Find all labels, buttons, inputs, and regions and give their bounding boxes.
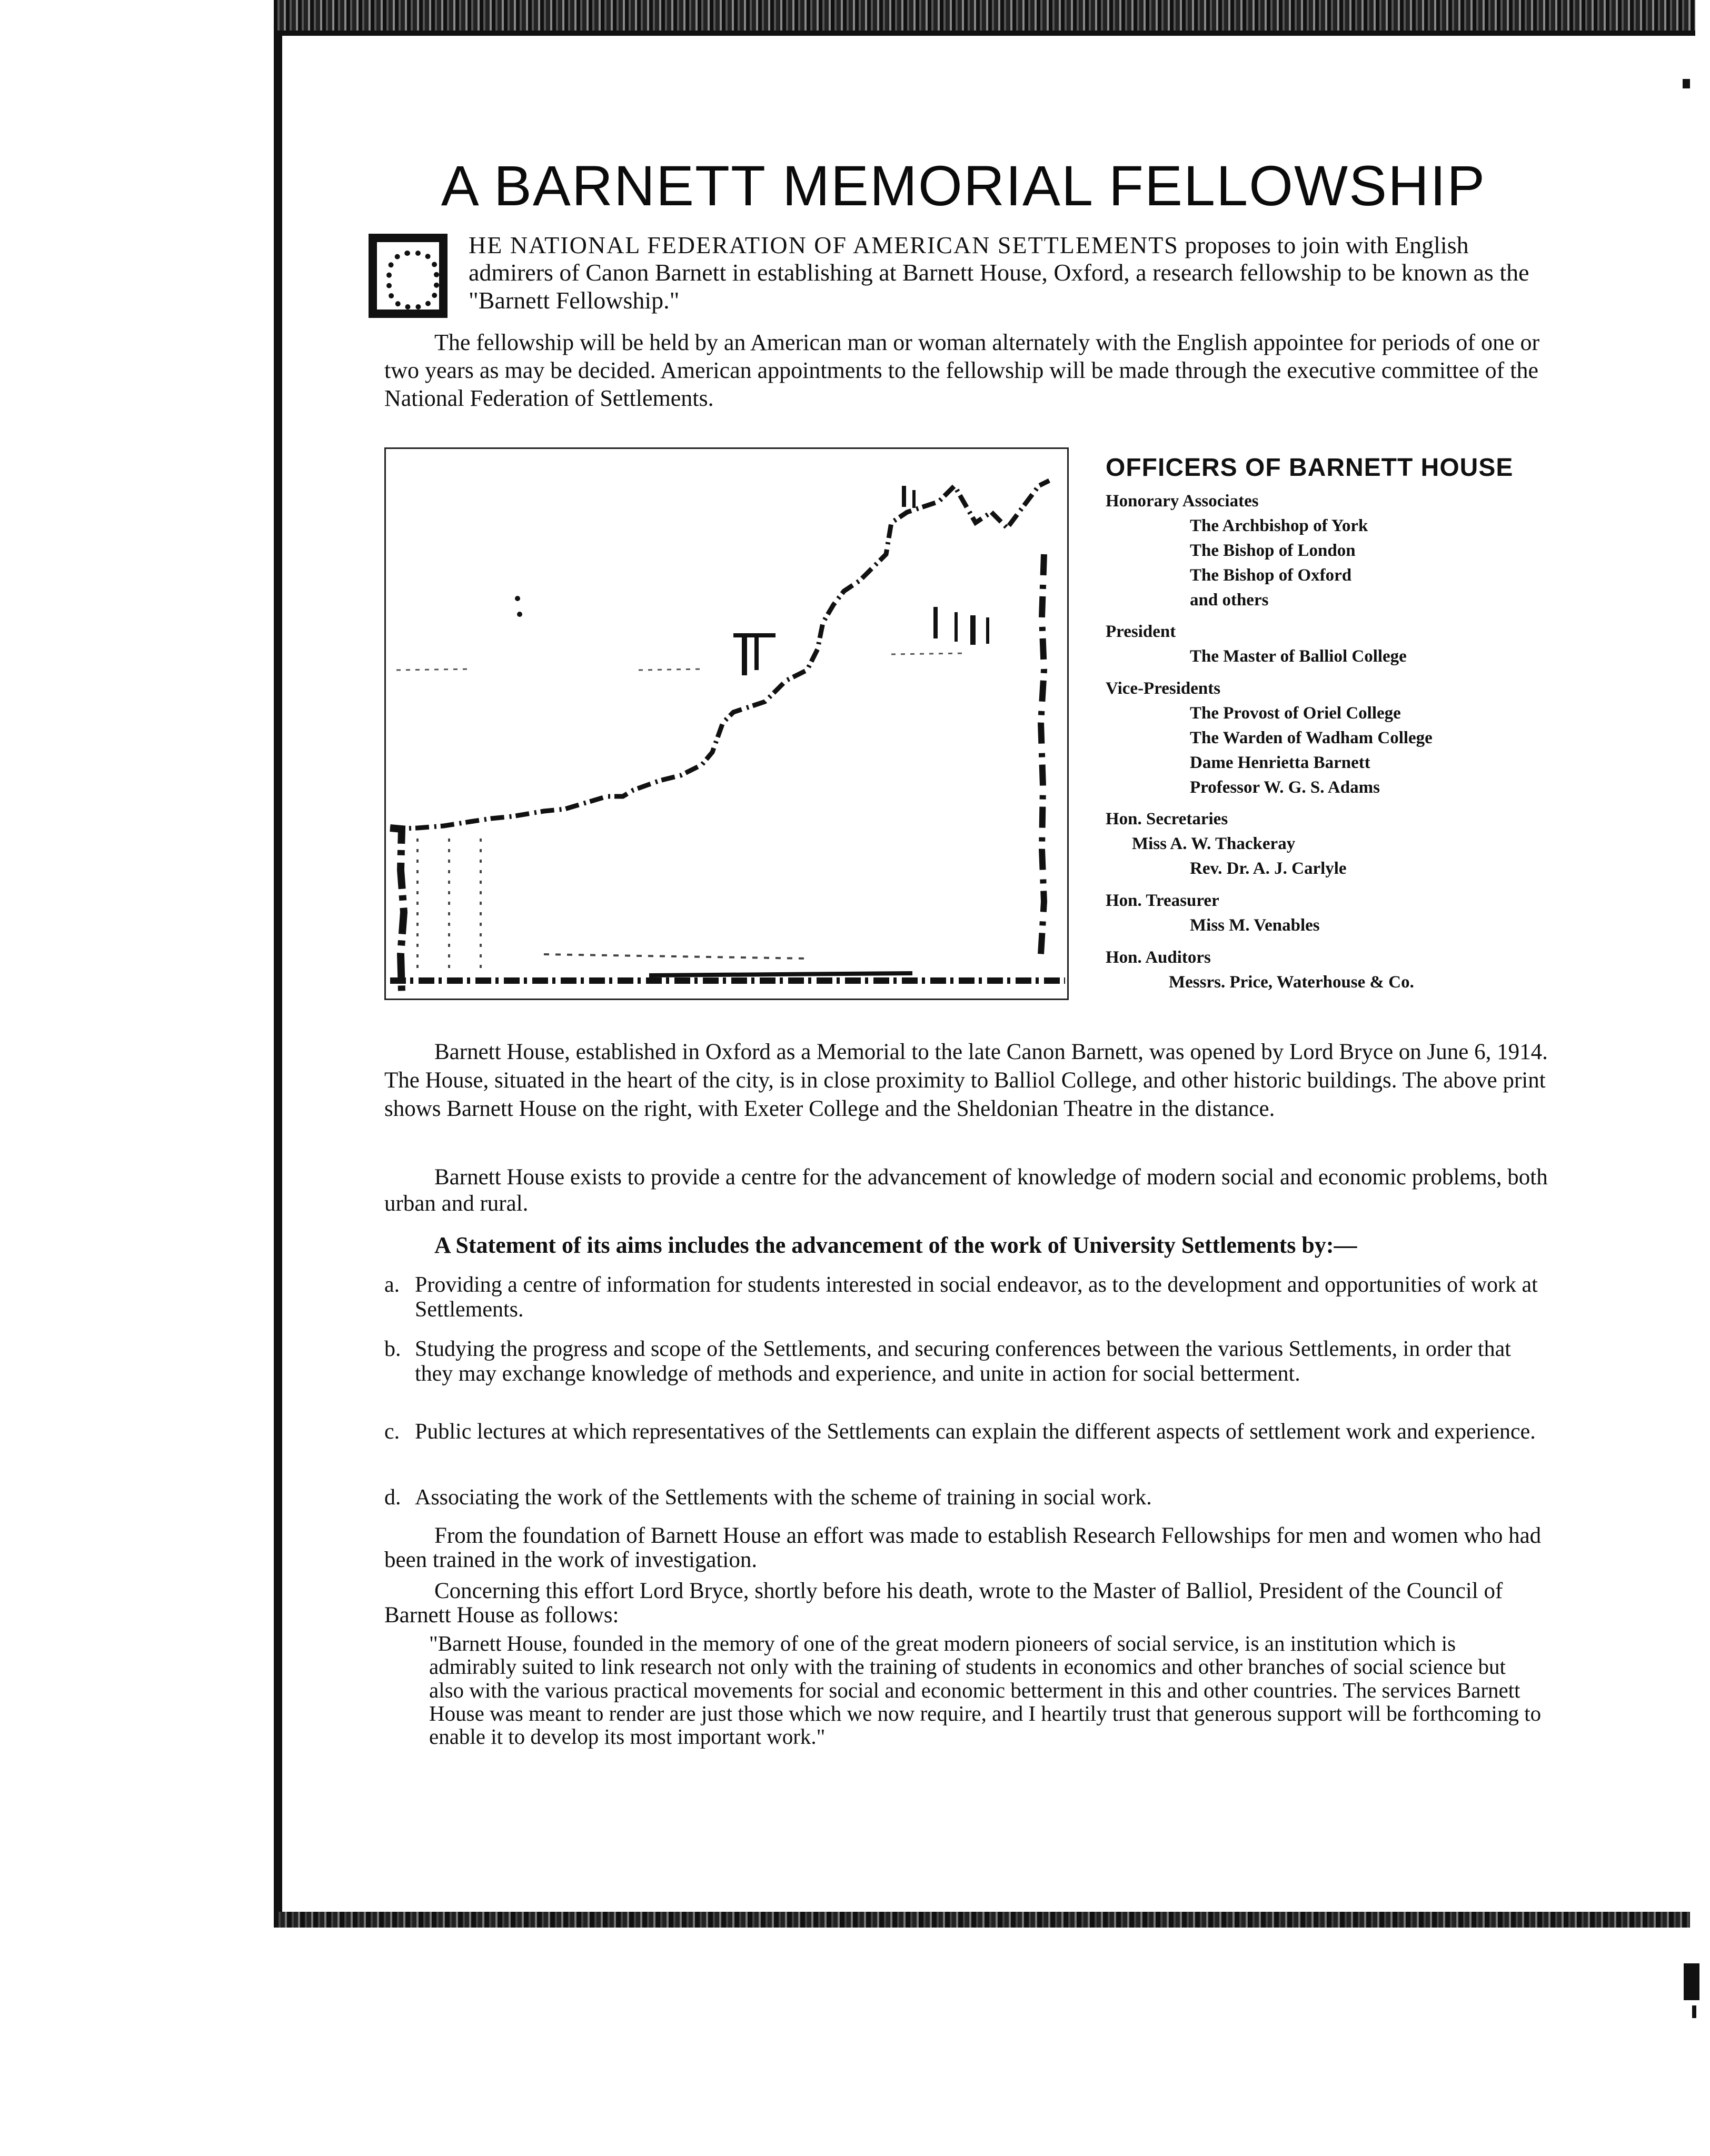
page-title: A BARNETT MEMORIAL FELLOWSHIP bbox=[441, 154, 1486, 217]
officer-name: Dame Henrietta Barnett bbox=[1190, 753, 1370, 772]
hon-secretaries-group bbox=[1106, 807, 1548, 881]
officers-heading: OFFICERS OF BARNETT HOUSE bbox=[1106, 454, 1514, 482]
intro-text bbox=[369, 232, 1548, 314]
aim-item bbox=[384, 1420, 1548, 1444]
vice-presidents-group bbox=[1106, 676, 1548, 800]
officer-label: President bbox=[1106, 622, 1176, 642]
intro-lead-caps: HE NATIONAL FEDERATION OF AMERICAN SETTLEMENTS bbox=[469, 232, 1179, 258]
hon-treasurer-group bbox=[1106, 889, 1548, 938]
scan-bottom-border bbox=[274, 1912, 1690, 1928]
aim-item bbox=[384, 1337, 1548, 1386]
officer-name: Messrs. Price, Waterhouse & Co. bbox=[1169, 972, 1414, 992]
officer-name: The Provost of Oriel College bbox=[1190, 704, 1401, 723]
officer-name: Professor W. G. S. Adams bbox=[1190, 777, 1380, 797]
officer-label: Honorary Associates bbox=[1106, 492, 1259, 511]
officer-name: The Bishop of London bbox=[1190, 541, 1356, 560]
aim-letter: b. bbox=[384, 1337, 401, 1361]
aim-text: Public lectures at which representatives of the Settlements can explain the different aspects of settlement work and experience. bbox=[415, 1420, 1536, 1444]
aim-letter: d. bbox=[384, 1485, 401, 1510]
aim-letter: c. bbox=[384, 1420, 400, 1444]
exists-paragraph: Barnett House exists to provide a centre for the advancement of knowledge of modern social and economic problems, both urban and rural. bbox=[384, 1165, 1548, 1216]
honorary-associates-group bbox=[1106, 489, 1548, 612]
officer-label: Vice-Presidents bbox=[1106, 679, 1221, 698]
scan-top-border bbox=[274, 0, 1695, 31]
officer-name: The Master of Balliol College bbox=[1190, 647, 1407, 666]
aims-statement-heading: A Statement of its aims includes the advancement of the work of University Settlements by:— bbox=[434, 1232, 1357, 1258]
aim-item bbox=[384, 1273, 1548, 1322]
officer-label: Hon. Treasurer bbox=[1106, 891, 1219, 911]
officer-name: and others bbox=[1190, 590, 1269, 610]
aim-text: Associating the work of the Settlements with the scheme of training in social work. bbox=[415, 1485, 1152, 1510]
bryce-quote: "Barnett House, founded in the memory of one of the great modern pioneers of social service, is an institution which is admirably suited to link research not only with the training of students in economics and other branches of social science but also with the various practical movements for social and economic betterment in this and other countries. The services Barnett House was meant to render are just those which we now require, and I heartily trust that generous support will be forthcoming to enable it to develop its most important work." bbox=[429, 1631, 1542, 1749]
officer-name: The Archbishop of York bbox=[1190, 516, 1368, 536]
aim-letter: a. bbox=[384, 1273, 400, 1297]
scan-left-border bbox=[274, 31, 282, 1920]
officers-list bbox=[1106, 450, 1548, 1002]
foundation-paragraph: From the foundation of Barnett House an effort was made to establish Research Fellowships for men and women who had been trained in the work of investigation. bbox=[384, 1523, 1542, 1572]
aim-item bbox=[384, 1485, 1548, 1510]
barnett-house-print bbox=[384, 447, 1069, 1000]
concerning-paragraph: Concerning this effort Lord Bryce, shortly before his death, wrote to the Master of Balliol, President of the Council of Barnett House as follows: bbox=[384, 1579, 1503, 1628]
aim-text: Providing a centre of information for students interested in social endeavor, as to the development and opportunities of work at Settlements. bbox=[415, 1273, 1538, 1322]
scan-edge-mark bbox=[1692, 2005, 1696, 2018]
scan-edge-mark bbox=[1683, 79, 1690, 88]
president-group bbox=[1106, 620, 1548, 669]
intro-paragraph bbox=[369, 232, 1548, 314]
scan-top-rule bbox=[274, 31, 1695, 36]
officer-name: Miss A. W. Thackeray bbox=[1132, 834, 1296, 854]
fellowship-paragraph: The fellowship will be held by an American man or woman alternately with the English appointee for periods of one or two years as may be decided. American appointments to the fellowship will be made through the executive committee of the National Federation of Settlements. bbox=[384, 330, 1540, 411]
intro-body: proposes to join with English admirers of Canon Barnett in establishing at Barnett House, Oxford, a research fellowship to be known as the "Barnett Fellowship." bbox=[469, 232, 1529, 314]
officer-name: The Warden of Wadham College bbox=[1190, 728, 1433, 747]
officer-label: Hon. Secretaries bbox=[1106, 810, 1228, 829]
barnett-house-print-illustration bbox=[386, 449, 1067, 999]
officer-label: Hon. Auditors bbox=[1106, 947, 1211, 967]
hon-auditors-group bbox=[1106, 945, 1548, 995]
aim-text: Studying the progress and scope of the Settlements, and securing conferences between the various Settlements, in order that they may exchange knowledge of methods and experience, and unite in action for social betterment. bbox=[415, 1337, 1511, 1386]
barnett-house-paragraph: Barnett House, established in Oxford as a Memorial to the late Canon Barnett, was opened by Lord Bryce on June 6, 1914. The House, situated in the heart of the city, is in close proximity to Balliol College, and other historic buildings. The above print shows Barnett House on the right, with Exeter College and the Sheldonian Theatre in the distance. bbox=[384, 1040, 1548, 1122]
scan-edge-mark bbox=[1684, 1963, 1699, 2000]
officer-name: Rev. Dr. A. J. Carlyle bbox=[1190, 859, 1347, 879]
officer-name: Miss M. Venables bbox=[1190, 915, 1320, 935]
officer-name: The Bishop of Oxford bbox=[1190, 565, 1352, 585]
